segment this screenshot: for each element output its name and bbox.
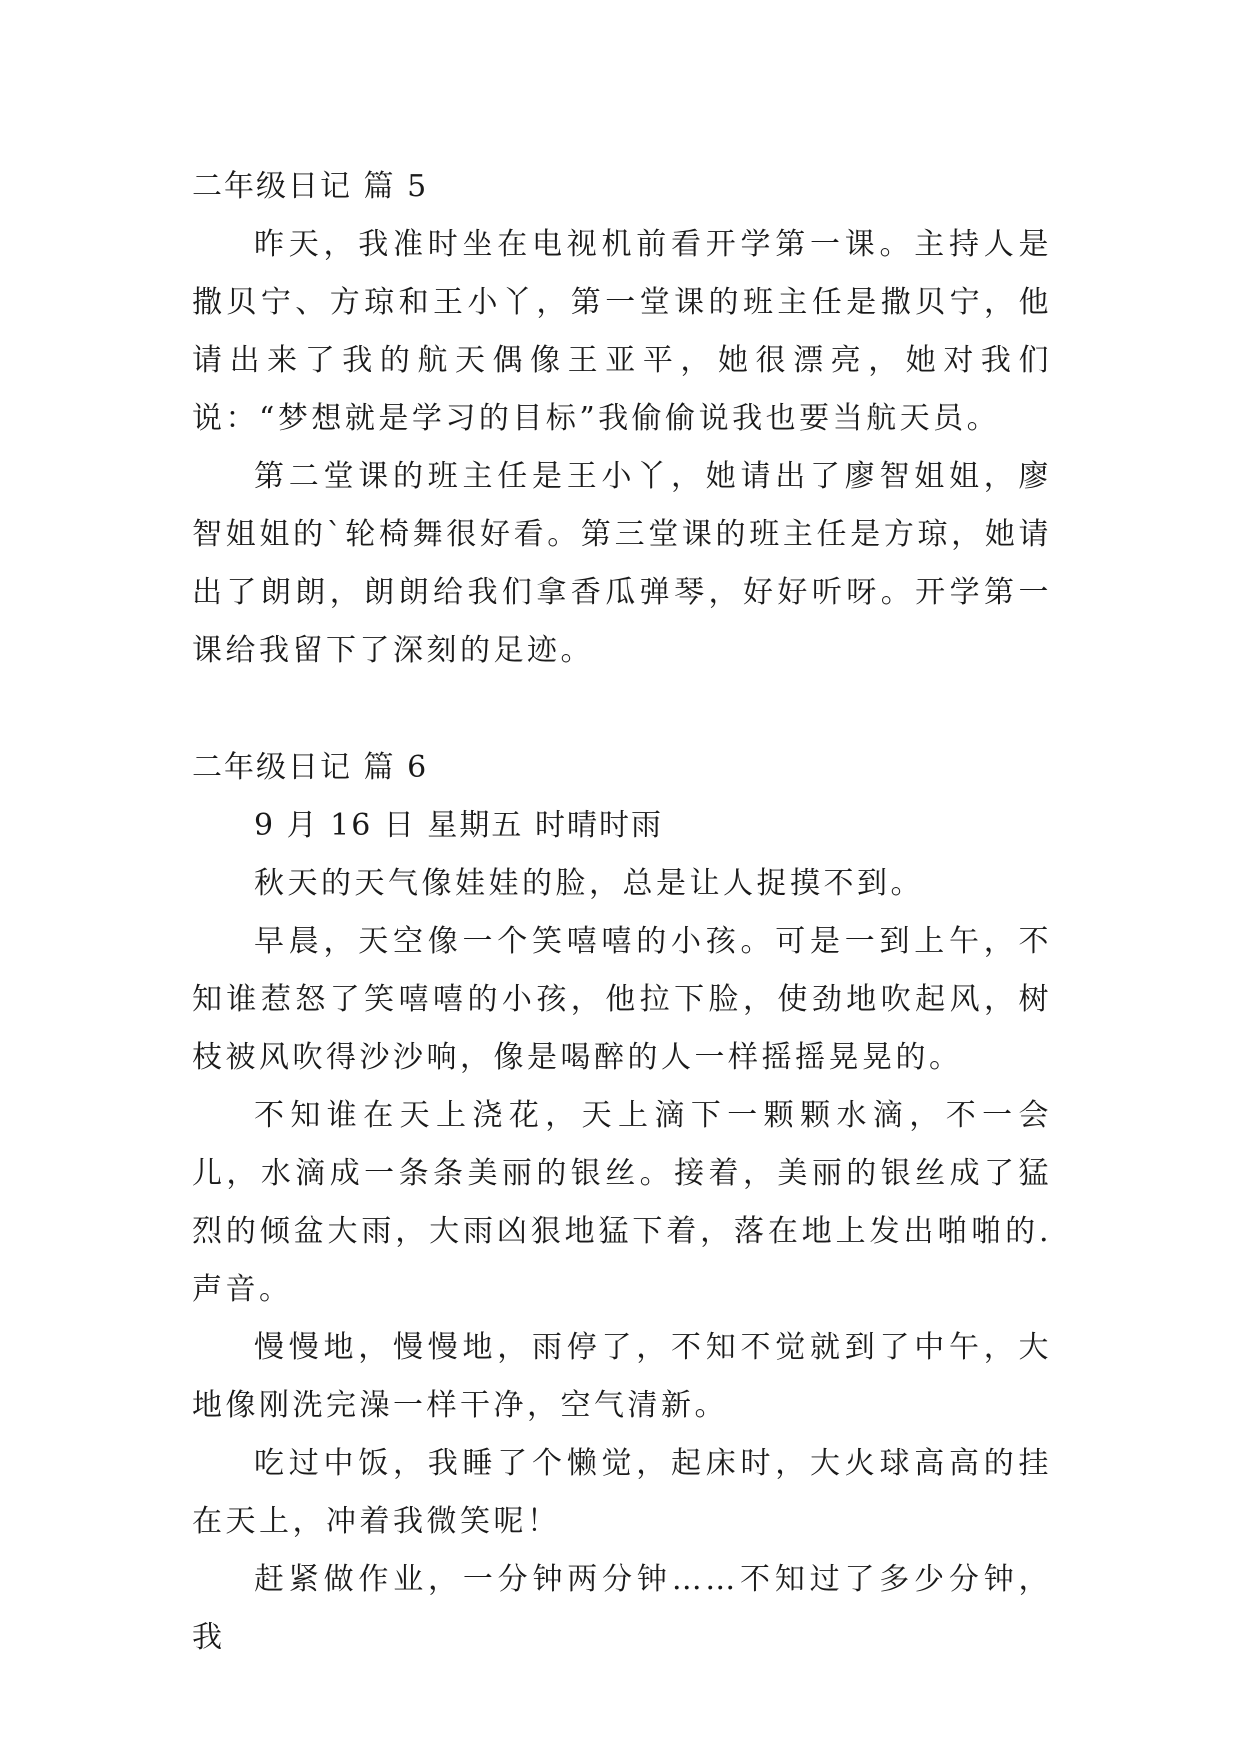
paragraph: 吃过中饭，我睡了个懒觉，起床时，大火球高高的挂在天上，冲着我微笑呢！ (192, 1446, 1052, 1539)
paragraph: 秋天的天气像娃娃的脸，总是让人捉摸不到。 (254, 866, 924, 901)
diary-entry-6 (192, 739, 1052, 1667)
paragraph: 慢慢地，慢慢地，雨停了，不知不觉就到了中午，大地像刚洗完澡一样干净，空气清新。 (192, 1330, 1052, 1423)
entry-date: 9 月 16 日 星期五 时晴时雨 (254, 808, 663, 843)
diary-entry-5 (192, 158, 1052, 680)
entry-title: 二年级日记 篇 5 (192, 169, 429, 204)
paragraph: 昨天，我准时坐在电视机前看开学第一课。主持人是撒贝宁、方琼和王小丫，第一堂课的班主任是撒贝宁，他请出来了我的航天偶像王亚平，她很漂亮，她对我们说：“梦想就是学习的目标”我偷偷说我也要当航天员。 (192, 227, 1052, 436)
document-body (192, 158, 1052, 1667)
entry-title: 二年级日记 篇 6 (192, 750, 429, 785)
paragraph: 赶紧做作业，一分钟两分钟……不知过了多少分钟，我 (192, 1562, 1052, 1655)
paragraph: 不知谁在天上浇花，天上滴下一颗颗水滴，不一会儿，水滴成一条条美丽的银丝。接着，美丽的银丝成了猛烈的倾盆大雨，大雨凶狠地猛下着，落在地上发出啪啪的.声音。 (192, 1098, 1052, 1307)
paragraph: 早晨，天空像一个笑嘻嘻的小孩。可是一到上午，不知谁惹怒了笑嘻嘻的小孩，他拉下脸，使劲地吹起风，树枝被风吹得沙沙响，像是喝醉的人一样摇摇晃晃的。 (192, 924, 1052, 1075)
paragraph: 第二堂课的班主任是王小丫，她请出了廖智姐姐，廖智姐姐的`轮椅舞很好看。第三堂课的班主任是方琼，她请出了朗朗，朗朗给我们拿香瓜弹琴，好好听呀。开学第一课给我留下了深刻的足迹。 (192, 459, 1052, 668)
